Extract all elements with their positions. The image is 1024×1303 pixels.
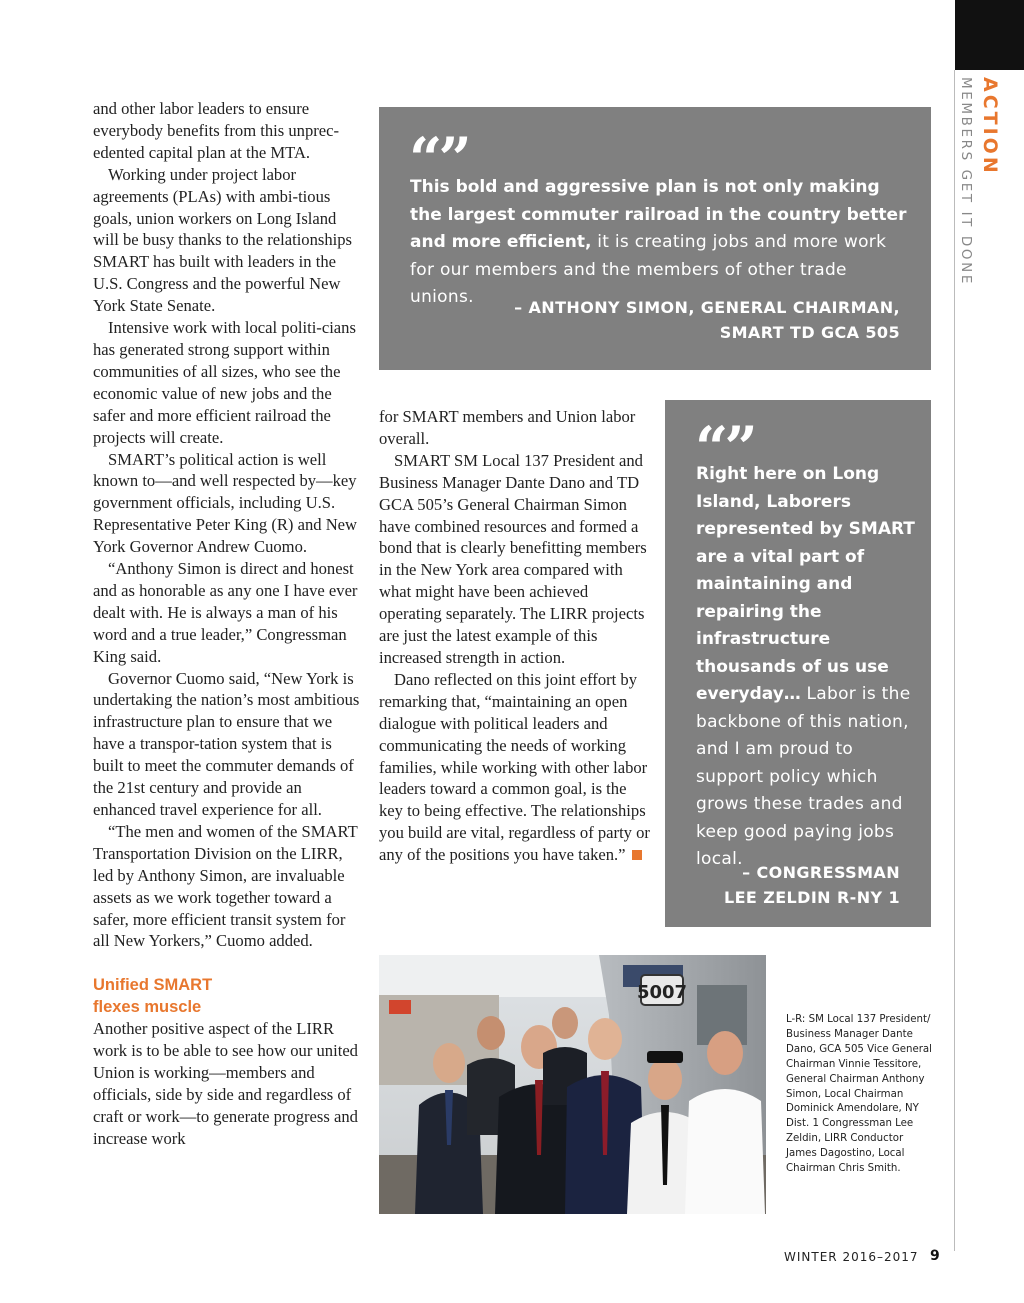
paragraph: for SMART members and Union labor overall. xyxy=(379,407,636,448)
paragraph: and other labor leaders to ensure everybody benefits from this unprec-edented capital plan at the MTA. xyxy=(93,99,340,162)
quote-text xyxy=(696,461,918,874)
paragraph: Governor Cuomo said, “New York is undertaking the nation’s most ambitious infrastructure plan to ensure that we have a transpor-tation system that is built to meet the commuter demands of the 21st century and provide an enhanced travel experience for all. xyxy=(93,668,360,819)
footer-issue: WINTER 2016–2017 xyxy=(784,1250,919,1264)
section-tagline: MEMBERS GET IT DONE xyxy=(958,77,974,286)
paragraph: “Anthony Simon is direct and honest and as honorable as any one I have ever dealt with. He is always a man of his word and a true leader,” Congressman King said. xyxy=(93,559,358,666)
section-divider-line xyxy=(954,70,955,1251)
paragraph: Another positive aspect of the LIRR work is to be able to see how our united Union is working—members and officials, side by side and regardless of craft or work—to generate progress and increase work xyxy=(93,1019,358,1148)
attribution-line: LEE ZELDIN R-NY 1 xyxy=(724,888,900,907)
end-of-article-mark xyxy=(632,850,642,860)
paragraph-text: Dano reflected on this joint effort by remarking that, “maintaining an open dialogue with political leaders and communicating the needs of working families, while working with other labor leaders toward a common goal, is the key to being effective. The relationships you build are vital, regardless of party or any of the positions you have taken.” xyxy=(379,669,650,865)
group-photo xyxy=(379,955,766,1214)
subhead-line: flexes muscle xyxy=(93,998,202,1017)
quote-mark-icon: “” xyxy=(695,414,754,482)
pull-quote-zeldin xyxy=(665,400,931,927)
paragraph: “The men and women of the SMART Transportation Division on the LIRR, led by Anthony Simon, are invaluable assets as we work together toward a safer, more efficient transit system for all New Yorkers,” Cuomo added. xyxy=(93,821,358,951)
section-tab-block xyxy=(955,0,1024,70)
quote-light-text: it is creating jobs and more work for our members and the members of other trade unions. xyxy=(410,232,887,308)
paragraph: Intensive work with local politi-cians has generated strong support within communities of all sizes, who see the economic value of new jobs and the safer and more efficient railroad the projects will create. xyxy=(93,318,356,447)
section-label: ACTION xyxy=(979,77,1001,176)
quote-light-text: Labor is the backbone of this nation, and I am proud to support policy which grows these trades and keep good paying jobs local. xyxy=(696,684,911,869)
paragraph xyxy=(379,669,651,866)
paragraph: Working under project labor agreements (PLAs) with ambi-tious goals, union workers on Long Island will be busy thanks to the relationships SMART has built with leaders in the U.S. Congress and the powerful New York State Senate. xyxy=(93,164,353,316)
attribution-line: – ANTHONY SIMON, GENERAL CHAIRMAN, xyxy=(514,298,900,317)
subhead xyxy=(93,974,361,1018)
middle-column xyxy=(379,406,651,866)
quote-attribution xyxy=(514,295,900,345)
paragraph: SMART’s political action is well known to—and well respected by—key government officials, including U.S. Representative Peter King (R) and New York Governor Andrew Cuomo. xyxy=(93,449,358,557)
quote-attribution xyxy=(724,860,900,910)
pull-quote-simon xyxy=(379,107,931,370)
quote-bold-text: This bold and aggressive plan is not only making the largest commuter railroad in the country better and more efficient, xyxy=(410,177,907,253)
attribution-line: SMART TD GCA 505 xyxy=(719,323,900,342)
quote-text xyxy=(410,174,910,312)
subhead-line: Unified SMART xyxy=(93,976,213,995)
left-column xyxy=(93,98,361,1150)
train-number-plate: 5007 xyxy=(636,982,688,1003)
paragraph: SMART SM Local 137 President and Business Manager Dante Dano and TD GCA 505’s General Chairman Simon have combined resources and formed a bond that is clearly benefitting members in the New York area compared with what might have been achieved operating separately. The LIRR projects are just the latest example of this increased strength in action. xyxy=(379,450,647,667)
photo-caption: L-R: SM Local 137 President/ Business Manager Dante Dano, GCA 505 Vice General Chairman Vinnie Tessitore, General Chairman Anthony Simon, Local Chairman Dominick Amendolare, NY Dist. 1 Congressman Lee Zeldin, LIRR Conductor James Dagostino, Local Chairman Chris Smith. xyxy=(786,1014,932,1175)
attribution-line: – CONGRESSMAN xyxy=(742,863,900,882)
group-photo-illustration xyxy=(379,955,766,1214)
quote-mark-icon: “” xyxy=(409,125,468,193)
page-number: 9 xyxy=(930,1248,940,1264)
quote-bold-text: Right here on Long Island, Laborers represented by SMART are a vital part of maintaining and repairing the infrastructure thousands of us use everyday… xyxy=(696,464,915,704)
